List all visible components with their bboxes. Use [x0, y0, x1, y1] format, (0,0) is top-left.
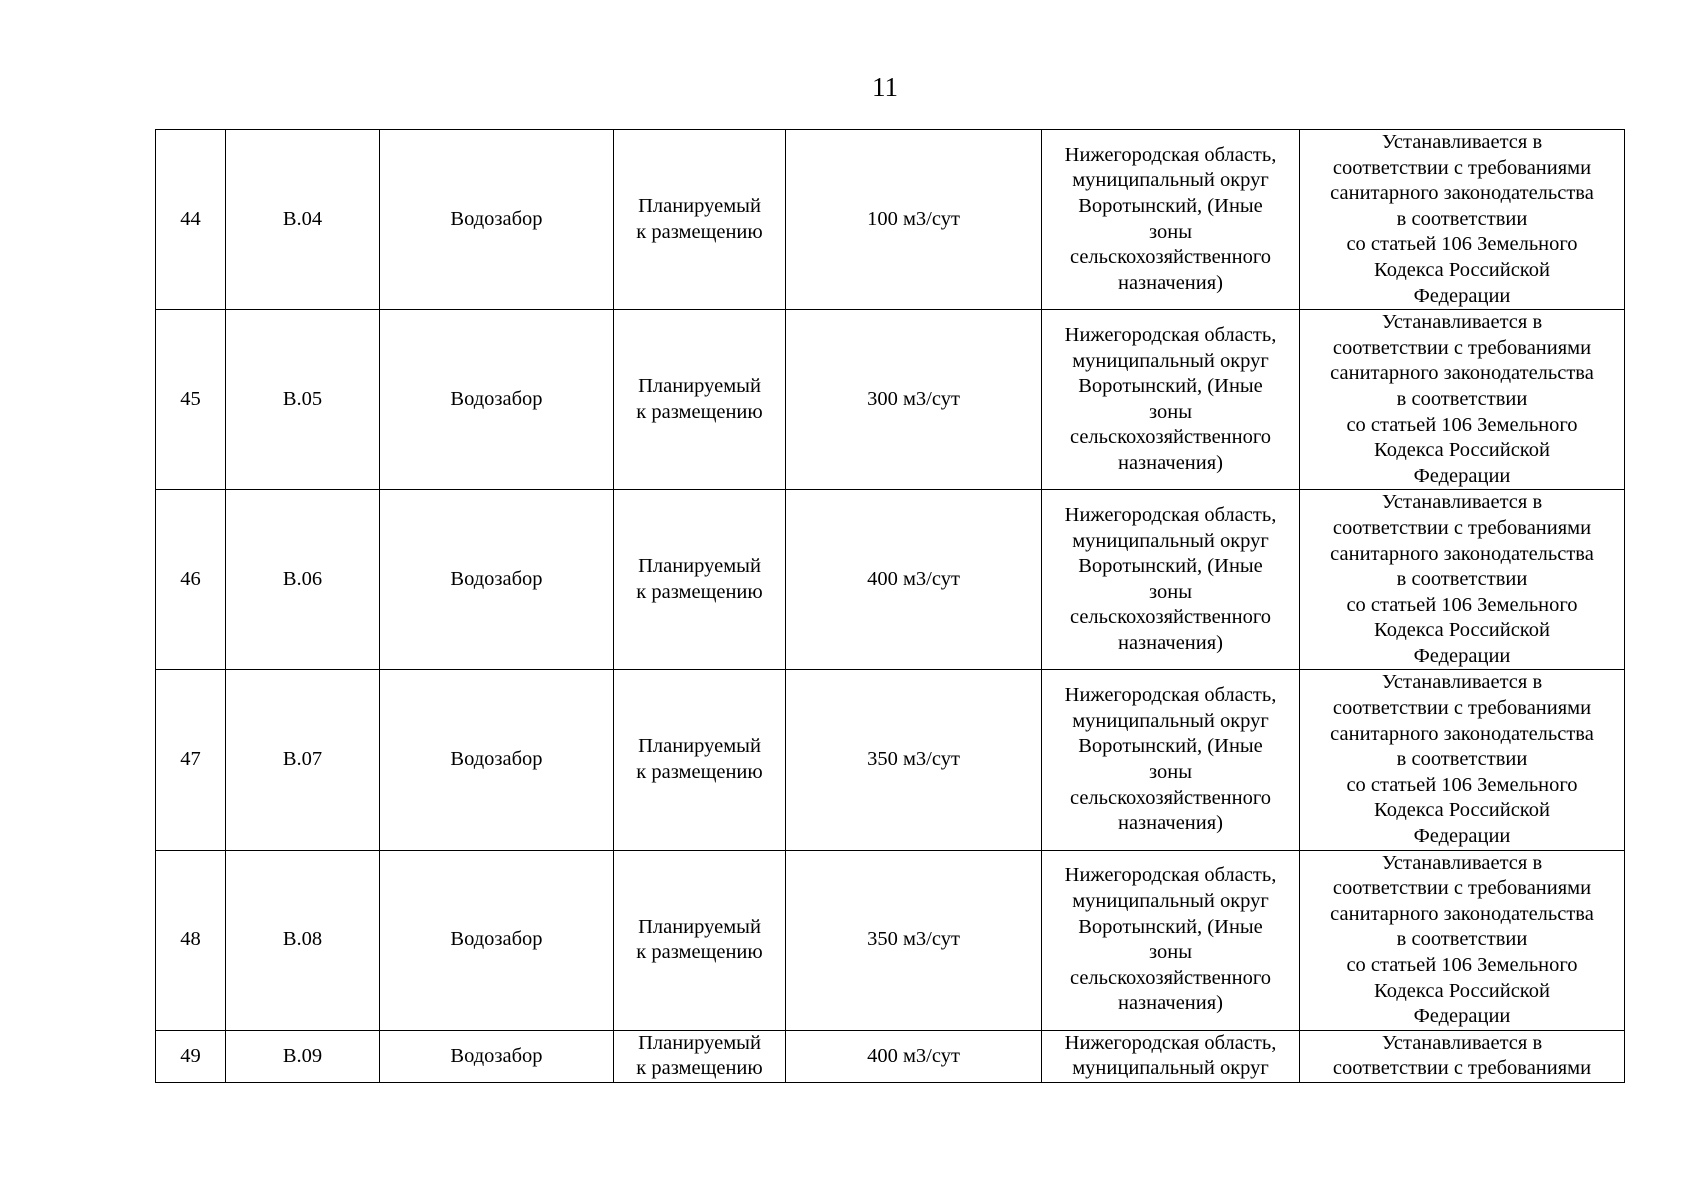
- object-location: Нижегородская область, муниципальный округ Воротынский, (Иные зоны сельскохозяйственного назначения): [1042, 490, 1300, 670]
- object-name: Водозабор: [380, 130, 614, 310]
- protection-zone: Устанавливается в соответствии с требованиями санитарного законодательства в соответствии со статьей 106 Земельного Кодекса Российской Федерации: [1300, 310, 1625, 490]
- object-capacity: 400 м3/сут: [786, 490, 1042, 670]
- object-name: Водозабор: [380, 1030, 614, 1082]
- object-status: Планируемый к размещению: [614, 670, 786, 850]
- table-row: [156, 490, 1625, 670]
- object-capacity: 350 м3/сут: [786, 670, 1042, 850]
- object-status: Планируемый к размещению: [614, 850, 786, 1030]
- table-row: [156, 850, 1625, 1030]
- protection-zone: Устанавливается в соответствии с требованиями санитарного законодательства в соответствии со статьей 106 Земельного Кодекса Российской Федерации: [1300, 850, 1625, 1030]
- protection-zone: Устанавливается в соответствии с требованиями санитарного законодательства в соответствии со статьей 106 Земельного Кодекса Российской Федерации: [1300, 130, 1625, 310]
- object-location: Нижегородская область, муниципальный округ Воротынский, (Иные зоны сельскохозяйственного назначения): [1042, 130, 1300, 310]
- object-location: Нижегородская область, муниципальный округ Воротынский, (Иные зоны сельскохозяйственного назначения): [1042, 310, 1300, 490]
- object-capacity: 300 м3/сут: [786, 310, 1042, 490]
- row-number: 45: [156, 310, 226, 490]
- object-location: Нижегородская область, муниципальный округ: [1042, 1030, 1300, 1082]
- table-row: [156, 130, 1625, 310]
- object-name: Водозабор: [380, 850, 614, 1030]
- object-location: Нижегородская область, муниципальный округ Воротынский, (Иные зоны сельскохозяйственного назначения): [1042, 850, 1300, 1030]
- object-name: Водозабор: [380, 310, 614, 490]
- row-number: 48: [156, 850, 226, 1030]
- object-status: Планируемый к размещению: [614, 1030, 786, 1082]
- protection-zone: Устанавливается в соответствии с требованиями: [1300, 1030, 1625, 1082]
- object-code: В.04: [226, 130, 380, 310]
- row-number: 47: [156, 670, 226, 850]
- object-status: Планируемый к размещению: [614, 130, 786, 310]
- object-code: В.06: [226, 490, 380, 670]
- protection-zone: Устанавливается в соответствии с требованиями санитарного законодательства в соответствии со статьей 106 Земельного Кодекса Российской Федерации: [1300, 670, 1625, 850]
- object-capacity: 400 м3/сут: [786, 1030, 1042, 1082]
- page-number: 11: [872, 72, 898, 102]
- object-name: Водозабор: [380, 670, 614, 850]
- facilities-table: [155, 129, 1625, 1083]
- row-number: 44: [156, 130, 226, 310]
- object-code: В.07: [226, 670, 380, 850]
- table-row: [156, 310, 1625, 490]
- table-row-partial: [156, 1030, 1625, 1082]
- object-status: Планируемый к размещению: [614, 310, 786, 490]
- object-code: В.08: [226, 850, 380, 1030]
- protection-zone: Устанавливается в соответствии с требованиями санитарного законодательства в соответствии со статьей 106 Земельного Кодекса Российской Федерации: [1300, 490, 1625, 670]
- row-number: 46: [156, 490, 226, 670]
- object-status: Планируемый к размещению: [614, 490, 786, 670]
- object-capacity: 100 м3/сут: [786, 130, 1042, 310]
- object-name: Водозабор: [380, 490, 614, 670]
- object-location: Нижегородская область, муниципальный округ Воротынский, (Иные зоны сельскохозяйственного назначения): [1042, 670, 1300, 850]
- table-row: [156, 670, 1625, 850]
- object-code: В.05: [226, 310, 380, 490]
- object-capacity: 350 м3/сут: [786, 850, 1042, 1030]
- object-code: В.09: [226, 1030, 380, 1082]
- row-number: 49: [156, 1030, 226, 1082]
